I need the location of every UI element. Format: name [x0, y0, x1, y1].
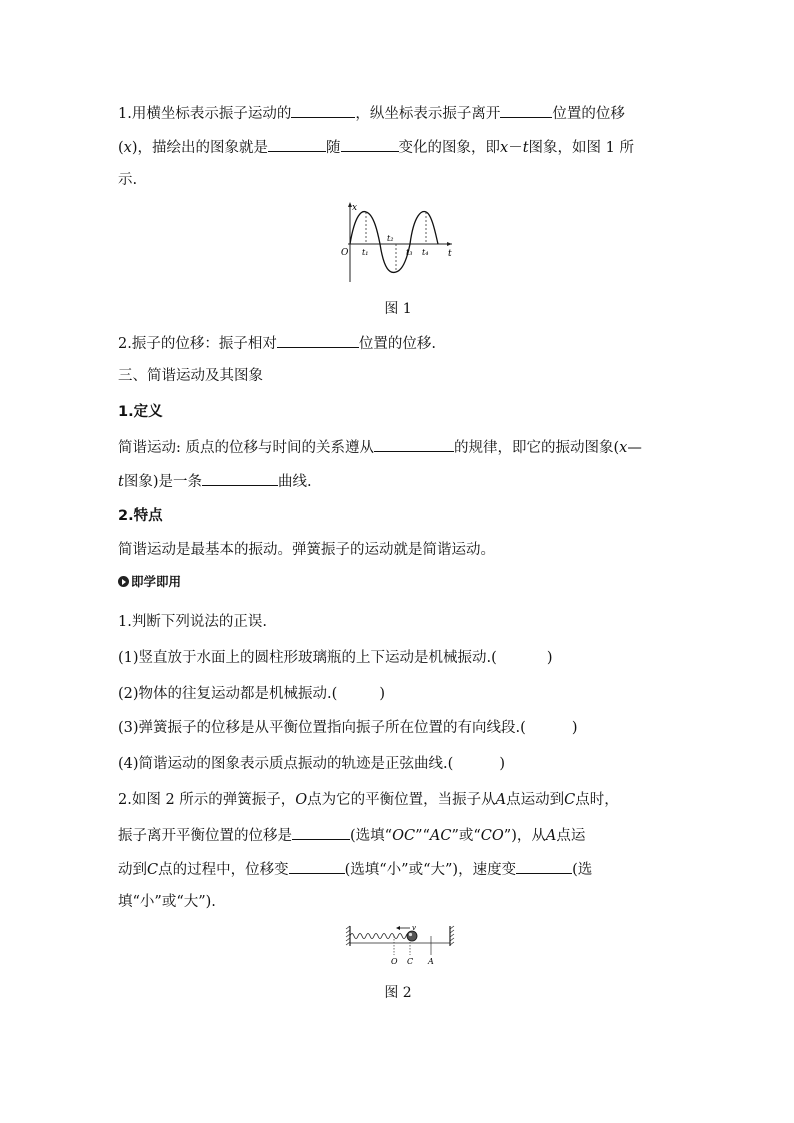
- section-3-title: 三、简谐运动及其图象: [118, 368, 263, 384]
- point-a-label: A: [428, 957, 434, 966]
- q2-line-3: 动到C点的过程中，位移变 (选填“小”或“大”)，速度变 (选: [118, 858, 592, 880]
- feature-text: 简谐运动是最基本的振动。弹簧振子的运动就是简谐运动。: [118, 542, 495, 558]
- t2-label: t₂: [387, 234, 394, 243]
- t4-label: t₄: [422, 248, 429, 257]
- t-axis-arrow: [447, 242, 452, 246]
- practice-heading: 即学即用: [118, 572, 181, 592]
- t1-label: t₁: [362, 248, 369, 257]
- oscillator-ball: [407, 931, 417, 941]
- blank-5[interactable]: [277, 332, 359, 348]
- q2-line-4: 填“小”或“大”).: [118, 894, 216, 910]
- q1-title: 1.判断下列说法的正误.: [118, 614, 267, 630]
- t3-label: t₃: [406, 248, 413, 257]
- sine-curve: [350, 212, 438, 273]
- origin-label: O: [341, 248, 349, 258]
- figure-2-spring-oscillator: [344, 922, 462, 968]
- figure-2-caption: 图 2: [384, 985, 412, 1001]
- figure-1-graph: [336, 200, 456, 284]
- blank-2[interactable]: [500, 102, 552, 118]
- blank-6[interactable]: [374, 436, 454, 452]
- feature-heading: 2.特点: [118, 508, 163, 524]
- definition-line-2: t图象)是一条 曲线.: [118, 470, 312, 492]
- para-1-line-1: 1.用横坐标表示振子运动的 ，纵坐标表示振子离开 位置的位移: [118, 102, 625, 124]
- point-c-label: C: [407, 957, 414, 966]
- point-o-label: O: [391, 957, 398, 966]
- definition-line-1: 简谐运动: 质点的位移与时间的关系遵从 的规律，即它的振动图象(x—: [118, 436, 642, 458]
- spring: [350, 934, 414, 939]
- t-label: t: [448, 249, 452, 259]
- blank-1[interactable]: [291, 102, 355, 118]
- blank-9[interactable]: [289, 858, 345, 874]
- q1-item-3: (3)弹簧振子的位移是从平衡位置指向振子所在位置的有向线段.( ): [118, 720, 578, 736]
- q2-line-2: 振子离开平衡位置的位移是 (选填“OC”“AC”或“CO”)，从A点运: [118, 824, 585, 846]
- para-1-line-2: (x)，描绘出的图象就是 随 变化的图象，即x－t图象，如图 1 所: [118, 136, 634, 158]
- x-label: x: [352, 203, 358, 213]
- blank-8[interactable]: [292, 824, 350, 840]
- q1-item-2: (2)物体的往复运动都是机械振动.( ): [118, 686, 385, 702]
- play-circle-icon: [118, 576, 129, 587]
- q2-line-1: 2.如图 2 所示的弹簧振子，O点为它的平衡位置，当振子从A点运动到C点时，: [118, 792, 619, 808]
- q1-item-4: (4)简谐运动的图象表示质点振动的轨迹是正弦曲线.( ): [118, 756, 505, 772]
- blank-10[interactable]: [516, 858, 572, 874]
- blank-3[interactable]: [268, 136, 326, 152]
- velocity-label: v: [412, 924, 416, 932]
- blank-4[interactable]: [341, 136, 399, 152]
- q1-item-1: (1)竖直放于水面上的圆柱形玻璃瓶的上下运动是机械振动.( ): [118, 650, 553, 666]
- definition-heading: 1.定义: [118, 404, 163, 420]
- para-2: 2.振子的位移：振子相对 位置的位移.: [118, 332, 436, 354]
- blank-7[interactable]: [202, 470, 278, 486]
- para-1-line-3: 示.: [118, 172, 138, 188]
- figure-1-caption: 图 1: [384, 301, 412, 317]
